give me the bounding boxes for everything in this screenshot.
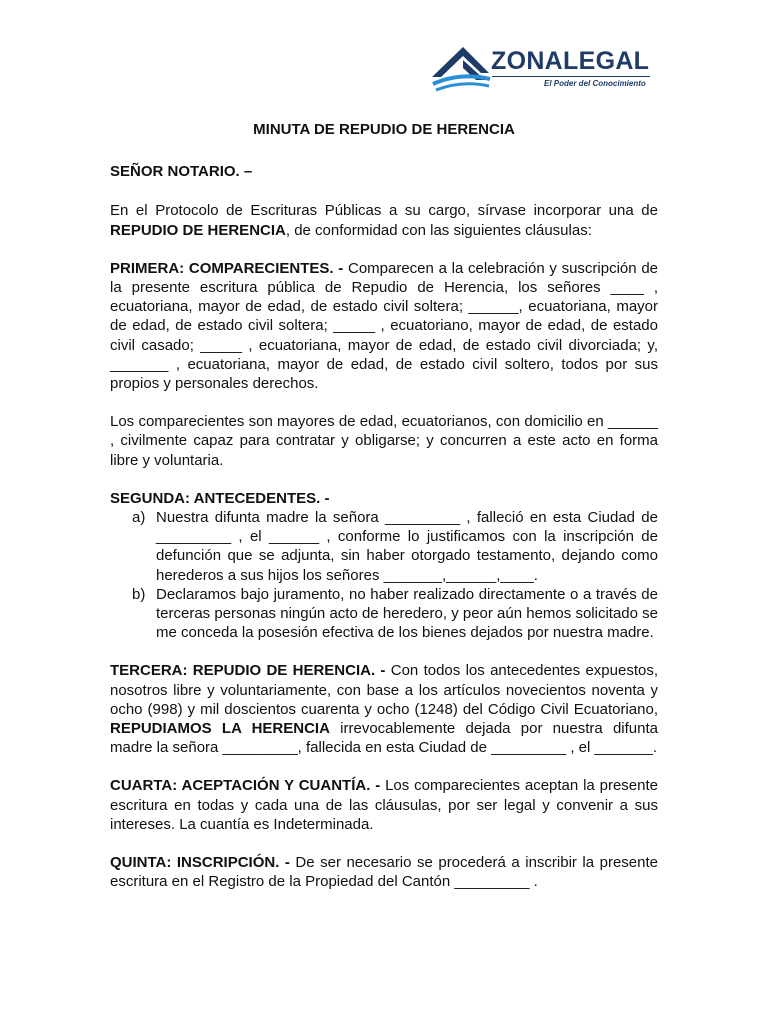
primera-heading: PRIMERA: COMPARECIENTES. - [110, 259, 344, 277]
cuarta-heading: CUARTA: ACEPTACIÓN Y CUANTÍA. - [110, 777, 381, 795]
document-title: MINUTA DE REPUDIO DE HERENCIA [253, 121, 515, 138]
logo-tagline: El Poder del Conocimiento [544, 79, 646, 88]
list-item [110, 585, 658, 643]
clause-quinta [110, 853, 658, 891]
comparecientes-paragraph: Los comparecientes son mayores de edad, ecuatorianos, con domicilio en ______ , civilmente capaz para contratar y obligarse; y concurren a este acto en forma libre y voluntaria. [110, 413, 658, 469]
intro-text-2: , de conformidad con las siguientes cláusulas: [285, 221, 592, 239]
intro-bold: REPUDIO DE HERENCIA [110, 221, 286, 239]
tercera-bold: REPUDIAMOS LA HERENCIA [110, 720, 330, 738]
logo-name: ZONALEGAL [491, 47, 650, 75]
clause-primera [110, 259, 658, 393]
salutation: SEÑOR NOTARIO. – [110, 163, 253, 181]
tercera-text-1: Con todos los antecedentes expuestos, nosotros libre y voluntariamente, con base a los artículos novecientos noventa y ocho (998) y mil doscientos cuarenta y ocho (1248) del Código Civil Ecuatoriano, [110, 662, 659, 718]
cuarta-text: Los comparecientes aceptan la presente escritura en todas y cada una de las cláusulas, por ser legal y convenir a sus intereses. La cuantía es Indeterminada. [110, 777, 658, 833]
logo-divider [492, 76, 650, 77]
document-body [110, 120, 658, 892]
zonalegal-logo [430, 44, 660, 96]
list-marker: b) [132, 585, 146, 603]
primera-text: Comparecen a la celebración y suscripción de la presente escritura pública de Repudio de Herencia, los señores ____ , ecuatoriana, mayor de edad, de estado civil soltera; ______, ecuatoriana, mayor de edad, de estado civil soltera; _____ , ecuatoriano, mayor de edad, de estado civil casado; _____ , ecuatoriana, mayor de edad, de estado civil divorciada; y, _______ , ecuatoriana, mayor de edad, de estado civil soltero, todos por sus propios y personales derechos. [110, 259, 658, 393]
tercera-text-2: irrevocablemente dejada por nuestra difunta madre la señora _________, fallecida en esta Ciudad de _________ , el _______. [110, 720, 658, 757]
antecedentes-list [110, 508, 658, 642]
intro-paragraph [110, 201, 658, 239]
list-item-text: Declaramos bajo juramento, no haber realizado directamente o a través de terceras personas ningún acto de heredero, y peor aún hemos solicitado se me conceda la posesión efectiva de los bienes dejados por nuestra madre. [156, 585, 658, 642]
house-logo-icon [430, 44, 492, 96]
list-marker: a) [132, 509, 146, 527]
segunda-heading: SEGUNDA: ANTECEDENTES. - [110, 489, 330, 507]
quinta-text: De ser necesario se procederá a inscribir la presente escritura en el Registro de la Propiedad del Cantón _________ . [110, 854, 658, 891]
intro-text-1: En el Protocolo de Escrituras Públicas a su cargo, sírvase incorporar una de [110, 202, 658, 220]
tercera-heading: TERCERA: REPUDIO DE HERENCIA. - [110, 662, 386, 680]
list-item [110, 508, 658, 585]
clause-tercera [110, 661, 658, 757]
list-item-text: Nuestra difunta madre la señora _________ , falleció en esta Ciudad de _________ , el ______ , conforme lo justificamos con la inscripción de defunción que se adjunta, sin haber otorgado testamento, dejando como herederos a sus hijos los señores _______,______,____. [156, 509, 658, 584]
clause-cuarta [110, 776, 658, 834]
quinta-heading: QUINTA: INSCRIPCIÓN. - [110, 854, 290, 872]
